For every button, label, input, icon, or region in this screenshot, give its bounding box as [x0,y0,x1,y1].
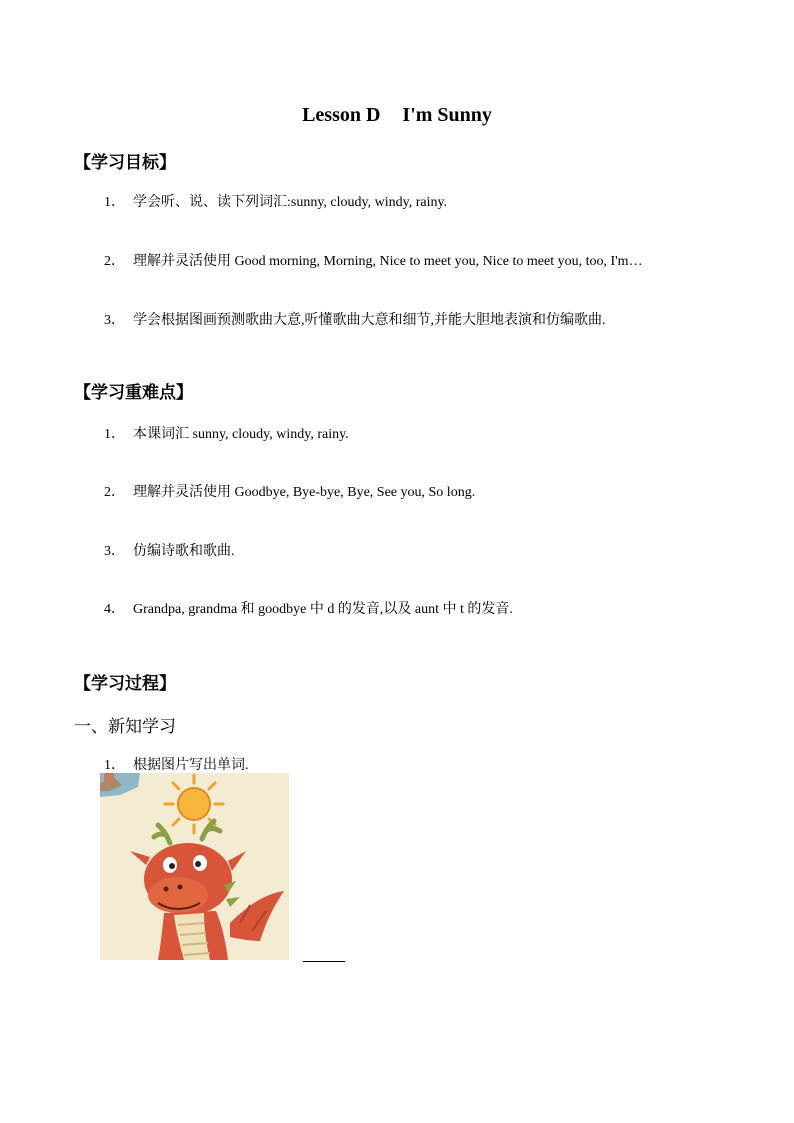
keypoint-text: 仿编诗歌和歌曲. [133,544,235,559]
keypoint-text: Grandpa, grandma 和 goodbye 中 d 的发音,以及 aunt 中 t 的发音. [133,602,513,617]
goals-heading: 【学习目标】 [74,153,176,173]
dragon-sun-illustration [100,773,289,960]
keypoint-number: 4． [104,602,125,617]
goal-number: 1． [104,195,125,210]
goal-item-2 [104,250,643,270]
keypoint-item-1 [104,423,349,443]
goal-item-3 [104,309,606,329]
title-lesson: Lesson D [302,104,381,126]
keypoint-item-2 [104,481,475,501]
goal-text: 学会根据图画预测歌曲大意,听懂歌曲大意和细节,并能大胆地表演和仿编歌曲. [133,313,606,328]
page-title [0,104,794,127]
keypoint-item-3 [104,540,235,560]
keypoint-number: 3． [104,544,125,559]
goal-number: 2． [104,254,125,269]
keypoint-number: 2． [104,485,125,500]
answer-blank-line[interactable] [303,961,345,962]
process-text: 根据图片写出单词. [133,758,249,773]
process-heading: 【学习过程】 [74,674,176,694]
title-topic: I'm Sunny [402,104,492,126]
sun-icon [165,775,223,833]
keypoint-text: 本课词汇 sunny, cloudy, windy, rainy. [133,427,349,442]
goal-item-1 [104,191,447,211]
process-item-1 [104,754,249,774]
process-number: 1． [104,758,125,773]
goal-text: 理解并灵活使用 Good morning, Morning, Nice to meet you, Nice to meet you, too, I'm… [133,254,643,269]
keypoint-text: 理解并灵活使用 Goodbye, Bye-bye, Bye, See you, So long. [133,485,476,500]
keypoint-item-4 [104,598,513,618]
section-new-knowledge: 一、新知学习 [74,717,176,737]
goal-text: 学会听、说、读下列词汇:sunny, cloudy, windy, rainy. [133,195,448,210]
keypoint-number: 1． [104,427,125,442]
goal-number: 3． [104,313,125,328]
keypoints-heading: 【学习重难点】 [74,383,193,403]
